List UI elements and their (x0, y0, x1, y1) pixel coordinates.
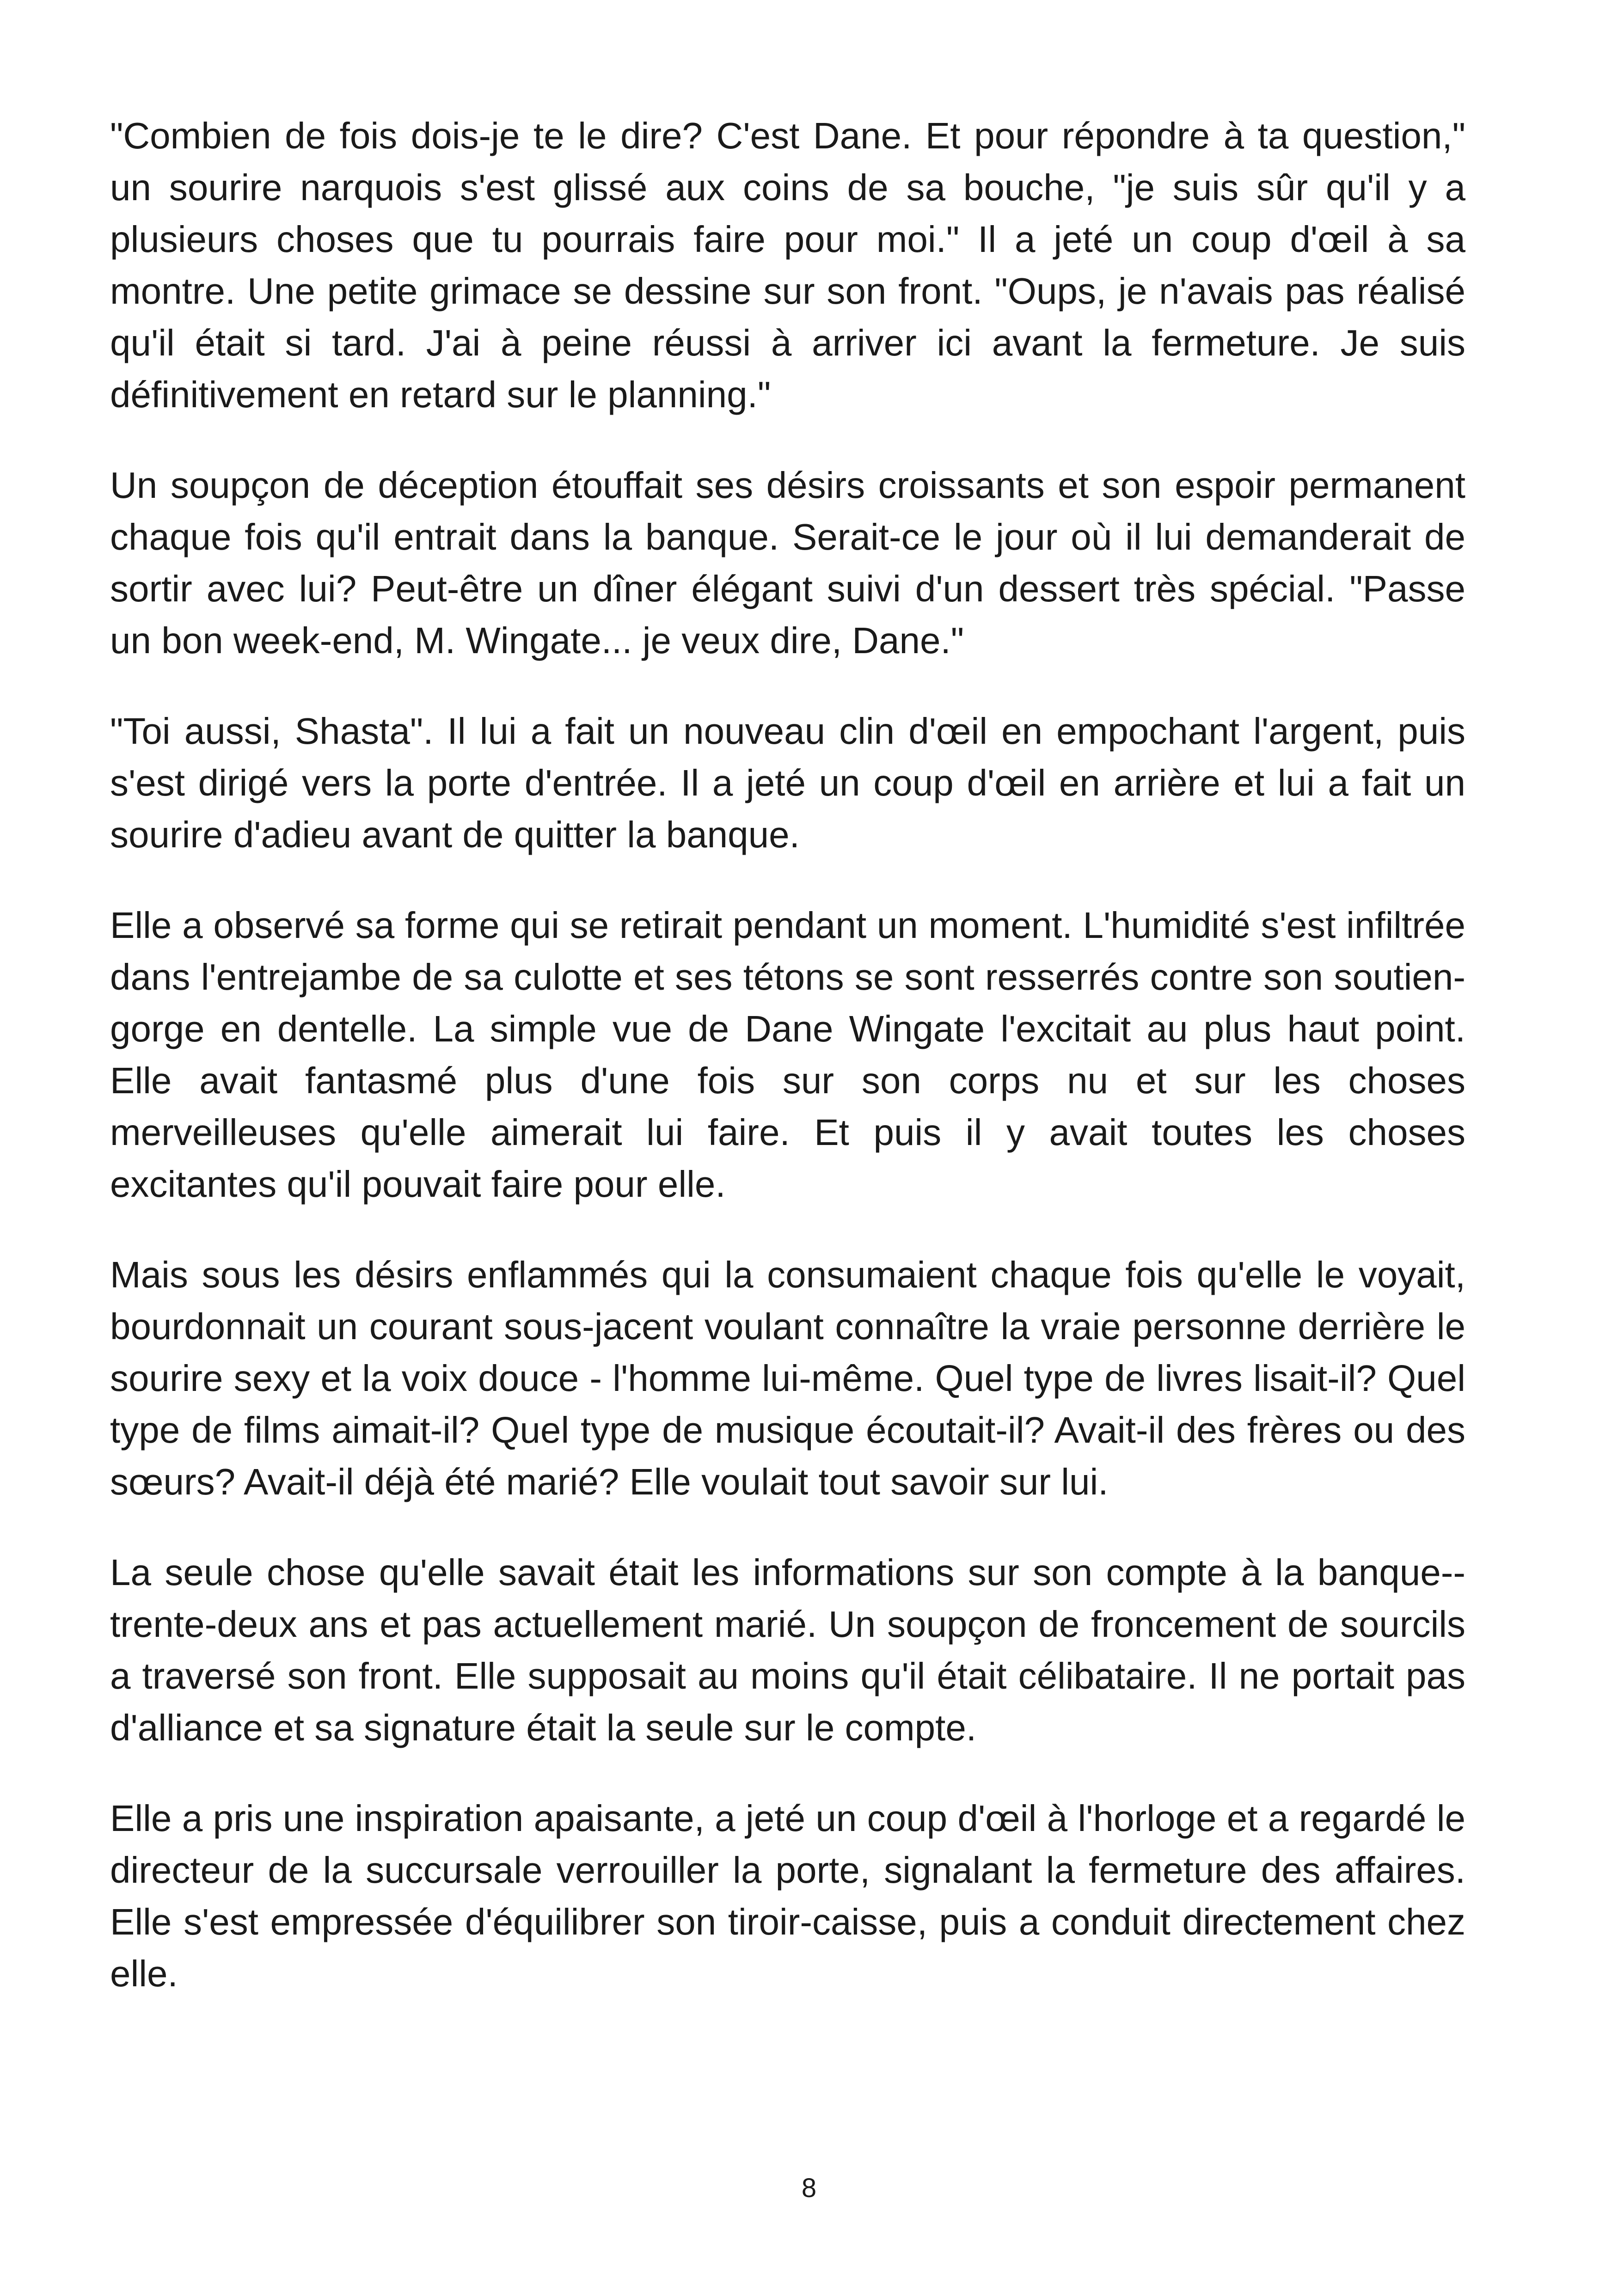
paragraph-1: "Combien de fois dois-je te le dire? C'est Dane. Et pour répondre à ta question," un sourire narquois s'est glissé aux coins de sa bouche, "je suis sûr qu'il y a plusieurs choses que tu pourrais faire pour moi." Il a jeté un coup d'œil à sa montre. Une petite grimace se dessine sur son front. "Oups, je n'avais pas réalisé qu'il était si tard. J'ai à peine réussi à arriver ici avant la fermeture. Je suis définitivement en retard sur le planning." (110, 115, 1465, 415)
paragraph-4: Elle a observé sa forme qui se retirait pendant un moment. L'humidité s'est infiltrée dans l'entrejambe de sa culotte et ses tétons se sont resserrés contre son soutien-gorge en dentelle. La simple vue de Dane Wingate l'excitait au plus haut point. Elle avait fantasmé plus d'une fois sur son corps nu et sur les choses merveilleuses qu'elle aimerait lui faire. Et puis il y avait toutes les choses excitantes qu'il pouvait faire pour elle. (110, 905, 1465, 1205)
page-number: 8 (801, 2173, 817, 2203)
paragraph-7: Elle a pris une inspiration apaisante, a jeté un coup d'œil à l'horloge et a regardé le directeur de la succursale verrouiller la porte, signalant la fermeture des affaires. Elle s'est empressée d'équilibrer son tiroir-caisse, puis a conduit directement chez elle. (110, 1798, 1465, 1994)
paragraph-2: Un soupçon de déception étouffait ses désirs croissants et son espoir permanent chaque fois qu'il entrait dans la banque. Serait-ce le jour où il lui demanderait de sortir avec lui? Peut-être un dîner élégant suivi d'un dessert très spécial. "Passe un bon week-end, M. Wingate... je veux dire, Dane." (110, 465, 1465, 661)
paragraph-3: "Toi aussi, Shasta". Il lui a fait un nouveau clin d'œil en empochant l'argent, puis s'est dirigé vers la porte d'entrée. Il a jeté un coup d'œil en arrière et lui a fait un sourire d'adieu avant de quitter la banque. (110, 710, 1465, 855)
paragraph-6: La seule chose qu'elle savait était les informations sur son compte à la banque--trente-deux ans et pas actuellement marié. Un soupçon de froncement de sourcils a traversé son front. Elle supposait au moins qu'il était célibataire. Il ne portait pas d'alliance et sa signature était la seule sur le compte. (110, 1552, 1465, 1748)
paragraph-5: Mais sous les désirs enflammés qui la consumaient chaque fois qu'elle le voyait, bourdonnait un courant sous-jacent voulant connaître la vraie personne derrière le sourire sexy et la voix douce - l'homme lui-même. Quel type de livres lisait-il? Quel type de films aimait-il? Quel type de musique écoutait-il? Avait-il des frères ou des sœurs? Avait-il déjà été marié? Elle voulait tout savoir sur lui. (110, 1254, 1465, 1502)
document-body (110, 110, 1465, 2039)
